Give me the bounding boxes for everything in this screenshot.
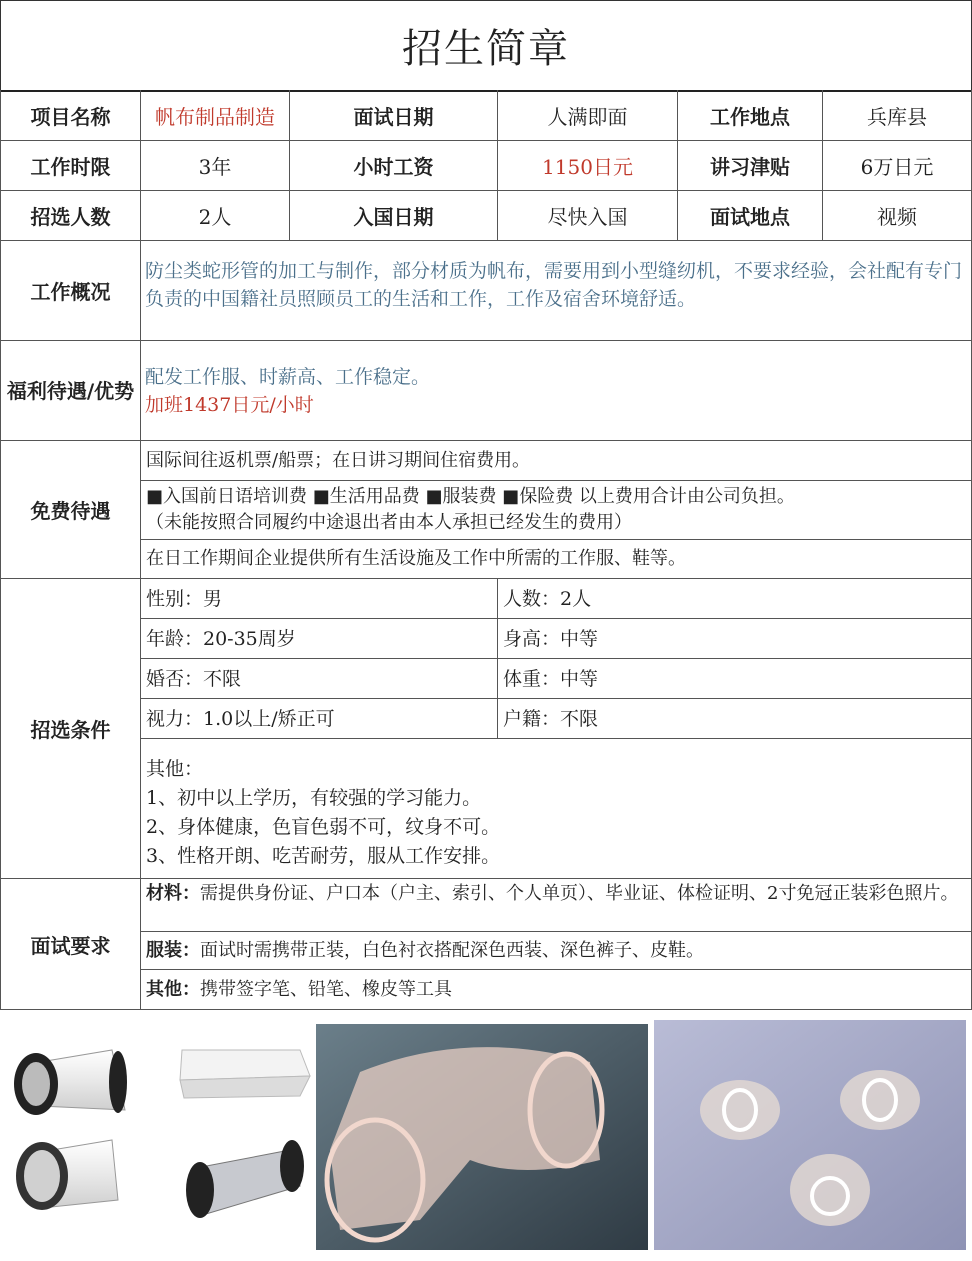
free-line-1: 国际间往返机票/船票；在日讲习期间住宿费用。 xyxy=(141,441,972,481)
welfare-line-1: 配发工作服、时薪高、工作稳定。 xyxy=(145,365,431,388)
value-hourly-wage: 1150日元 xyxy=(498,141,678,191)
value-interview-date: 人满即面 xyxy=(498,90,678,141)
interview-other-text: 携带签字笔、铅笔、橡皮等工具 xyxy=(200,978,452,1000)
label-hourly-wage: 小时工资 xyxy=(290,141,498,191)
label-headcount: 招选人数 xyxy=(0,191,141,241)
transparent-boots-photo xyxy=(654,1020,966,1250)
cover-photo xyxy=(180,1050,310,1098)
value-work-location: 兵库县 xyxy=(823,90,972,141)
value-headcount: 2人 xyxy=(141,191,290,241)
transparent-tee-photo xyxy=(316,1024,648,1250)
free-line-3: （未能按照合同履约中途退出者由本人承担已经发生的费用） xyxy=(146,512,632,533)
conditions-other-1: 1、初中以上学历，有较强的学习能力。 xyxy=(146,787,482,809)
label-work-term: 工作时限 xyxy=(0,141,141,191)
value-training-allowance: 6万日元 xyxy=(823,141,972,191)
value-entry-date: 尽快入国 xyxy=(498,191,678,241)
page-title: 招生简章 xyxy=(0,0,972,92)
value-interview-location: 视频 xyxy=(823,191,972,241)
condition-gender: 性别：男 xyxy=(141,579,498,619)
conditions-other-3: 3、性格开朗、吃苦耐劳，服从工作安排。 xyxy=(146,845,501,867)
tube-photo-2 xyxy=(16,1140,118,1210)
condition-height: 身高：中等 xyxy=(498,619,972,659)
label-interview-location: 面试地点 xyxy=(678,191,823,241)
condition-marital: 婚否：不限 xyxy=(141,659,498,699)
label-conditions: 招选条件 xyxy=(0,579,141,879)
value-project-name: 帆布制品制造 xyxy=(141,90,290,141)
label-interview-date: 面试日期 xyxy=(290,90,498,141)
welfare-content xyxy=(141,341,972,441)
interview-other-key: 其他： xyxy=(146,978,200,1000)
label-work-location: 工作地点 xyxy=(678,90,823,141)
conditions-other-2: 2、身体健康，色盲色弱不可，纹身不可。 xyxy=(146,816,501,838)
interview-dress-key: 服装： xyxy=(146,939,200,961)
interview-materials xyxy=(141,879,972,932)
condition-vision: 视力：1.0以上/矫正可 xyxy=(141,699,498,739)
product-photos-svg xyxy=(0,1010,972,1257)
conditions-other-title: 其他： xyxy=(146,758,204,780)
value-work-term: 3年 xyxy=(141,141,290,191)
conditions-other xyxy=(141,739,972,879)
label-welfare: 福利待遇/优势 xyxy=(0,341,141,441)
tube-photo-1 xyxy=(14,1050,127,1115)
welfare-line-2: 加班1437日元/小时 xyxy=(145,393,314,416)
interview-materials-text: 需提供身份证、户口本（户主、索引、个人单页）、毕业证、体检证明、2寸免冠正装彩色照片。 xyxy=(200,883,959,904)
condition-hukou: 户籍：不限 xyxy=(498,699,972,739)
label-overview: 工作概况 xyxy=(0,241,141,341)
interview-other xyxy=(141,970,972,1010)
interview-dress xyxy=(141,932,972,970)
label-entry-date: 入国日期 xyxy=(290,191,498,241)
free-line-4: 在日工作期间企业提供所有生活设施及工作中所需的工作服、鞋等。 xyxy=(141,540,972,579)
label-project-name: 项目名称 xyxy=(0,90,141,141)
condition-weight: 体重：中等 xyxy=(498,659,972,699)
label-free: 免费待遇 xyxy=(0,441,141,579)
label-training-allowance: 讲习津贴 xyxy=(678,141,823,191)
bellows-photo xyxy=(186,1140,304,1218)
overview-text: 防尘类蛇形管的加工与制作，部分材质为帆布，需要用到小型缝纫机，不要求经验，会社配有专门负责的中国籍社员照顾员工的生活和工作，工作及宿舍环境舒适。 xyxy=(141,241,972,341)
interview-dress-text: 面试时需携带正装，白色衬衣搭配深色西装、深色裤子、皮鞋。 xyxy=(200,939,704,961)
label-interview: 面试要求 xyxy=(0,879,141,1010)
condition-age: 年龄：20-35周岁 xyxy=(141,619,498,659)
interview-materials-key: 材料： xyxy=(146,883,200,904)
free-line-2: ■入国前日语培训费 ■生活用品费 ■服装费 ■保险费 以上费用合计由公司负担。 xyxy=(146,486,795,507)
condition-count: 人数：2人 xyxy=(498,579,972,619)
free-line-2-block xyxy=(141,481,972,540)
product-photos xyxy=(0,1010,972,1257)
